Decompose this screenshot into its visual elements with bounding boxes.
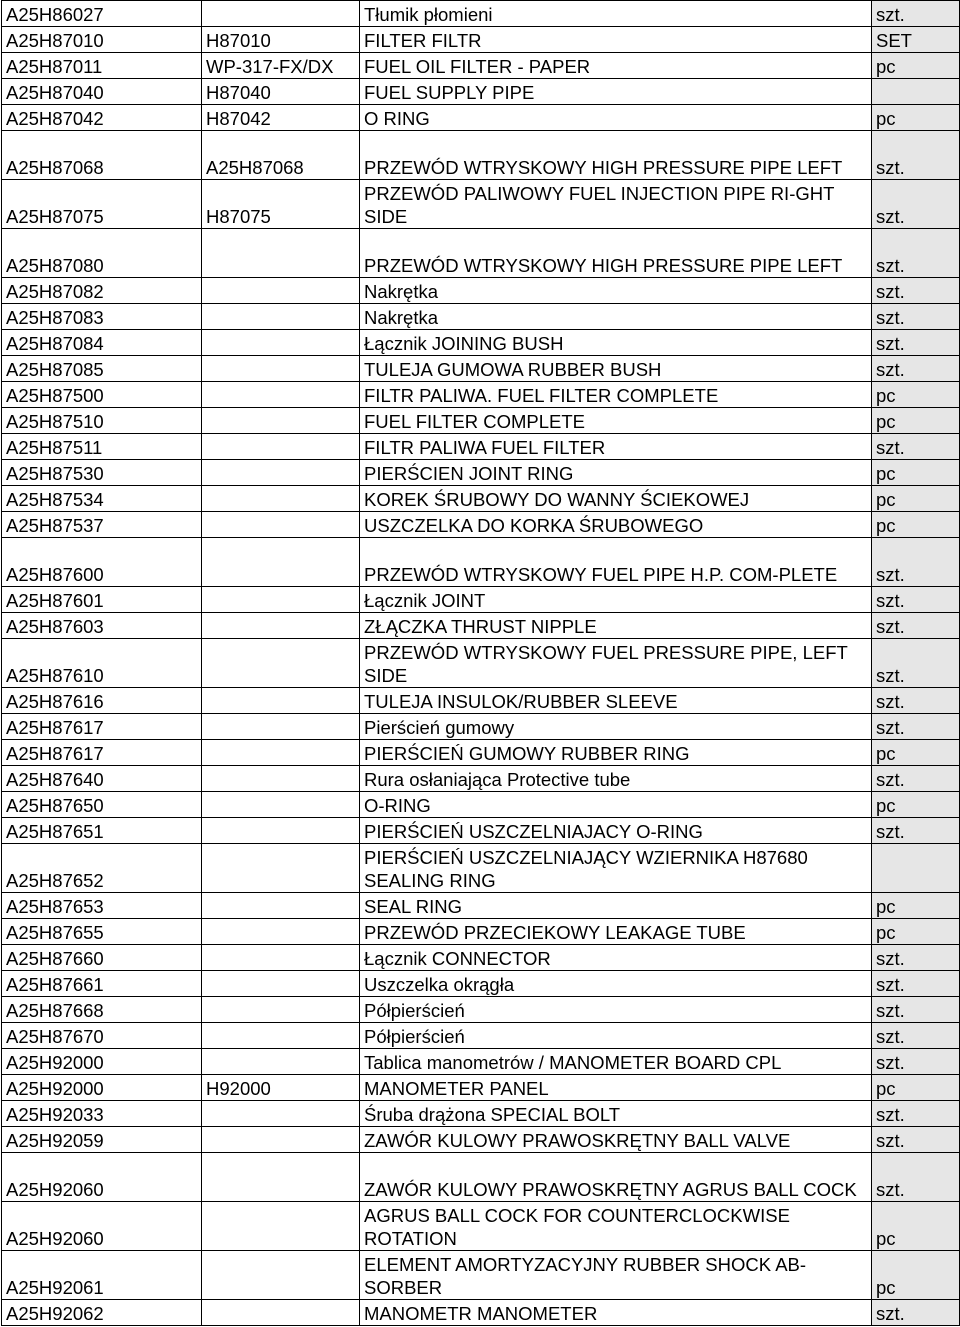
unit-cell: szt. bbox=[872, 714, 960, 740]
part-code-cell: A25H87500 bbox=[2, 382, 202, 408]
table-row bbox=[2, 486, 960, 512]
reference-cell bbox=[202, 639, 360, 688]
unit-cell: szt. bbox=[872, 1023, 960, 1049]
description-cell: ZŁĄCZKA THRUST NIPPLE bbox=[360, 613, 872, 639]
reference-cell bbox=[202, 714, 360, 740]
table-row bbox=[2, 1251, 960, 1300]
reference-cell bbox=[202, 356, 360, 382]
description-cell: MANOMETER PANEL bbox=[360, 1075, 872, 1101]
parts-list-sheet bbox=[1, 0, 959, 1326]
unit-cell: szt. bbox=[872, 330, 960, 356]
part-code-cell: A25H87011 bbox=[2, 53, 202, 79]
reference-cell bbox=[202, 304, 360, 330]
description-cell: PIERŚCIEŃ USZCZELNIAJĄCY WZIERNIKA H87680 SEALING RING bbox=[360, 844, 872, 893]
unit-cell: SET bbox=[872, 27, 960, 53]
unit-cell: szt. bbox=[872, 613, 960, 639]
table-row bbox=[2, 229, 960, 278]
reference-cell bbox=[202, 229, 360, 278]
table-row bbox=[2, 688, 960, 714]
reference-cell bbox=[202, 538, 360, 587]
unit-cell: szt. bbox=[872, 1127, 960, 1153]
table-row bbox=[2, 1075, 960, 1101]
table-row bbox=[2, 1153, 960, 1202]
part-code-cell: A25H87530 bbox=[2, 460, 202, 486]
part-code-cell: A25H87082 bbox=[2, 278, 202, 304]
table-row bbox=[2, 1202, 960, 1251]
unit-cell: pc bbox=[872, 460, 960, 486]
description-cell: Tablica manometrów / MANOMETER BOARD CPL bbox=[360, 1049, 872, 1075]
reference-cell bbox=[202, 382, 360, 408]
part-code-cell: A25H92060 bbox=[2, 1202, 202, 1251]
unit-cell bbox=[872, 844, 960, 893]
description-cell: MANOMETR MANOMETER bbox=[360, 1300, 872, 1326]
description-cell: PIERŚCIEŃ GUMOWY RUBBER RING bbox=[360, 740, 872, 766]
part-code-cell: A25H87668 bbox=[2, 997, 202, 1023]
description-cell: PIERŚCIEŃ USZCZELNIAJACY O-RING bbox=[360, 818, 872, 844]
part-code-cell: A25H87083 bbox=[2, 304, 202, 330]
description-cell: ZAWÓR KULOWY PRAWOSKRĘTNY AGRUS BALL COCK bbox=[360, 1153, 872, 1202]
description-cell: Rura osłaniająca Protective tube bbox=[360, 766, 872, 792]
description-cell: ELEMENT AMORTYZACYJNY RUBBER SHOCK AB-SORBER bbox=[360, 1251, 872, 1300]
description-cell: PRZEWÓD PALIWOWY FUEL INJECTION PIPE RI-GHT SIDE bbox=[360, 180, 872, 229]
part-code-cell: A25H87660 bbox=[2, 945, 202, 971]
part-code-cell: A25H87084 bbox=[2, 330, 202, 356]
table-row bbox=[2, 79, 960, 105]
description-cell: Łącznik JOINT bbox=[360, 587, 872, 613]
description-cell: PRZEWÓD PRZECIEKOWY LEAKAGE TUBE bbox=[360, 919, 872, 945]
reference-cell bbox=[202, 844, 360, 893]
description-cell: Łącznik JOINING BUSH bbox=[360, 330, 872, 356]
parts-table bbox=[1, 0, 960, 1326]
part-code-cell: A25H87640 bbox=[2, 766, 202, 792]
table-row bbox=[2, 131, 960, 180]
unit-cell: pc bbox=[872, 53, 960, 79]
part-code-cell: A25H87617 bbox=[2, 740, 202, 766]
description-cell: FUEL FILTER COMPLETE bbox=[360, 408, 872, 434]
reference-cell bbox=[202, 1300, 360, 1326]
reference-cell bbox=[202, 1202, 360, 1251]
description-cell: Nakrętka bbox=[360, 304, 872, 330]
unit-cell: szt. bbox=[872, 434, 960, 460]
reference-cell bbox=[202, 945, 360, 971]
table-row bbox=[2, 945, 960, 971]
reference-cell bbox=[202, 408, 360, 434]
description-cell: Pierścień gumowy bbox=[360, 714, 872, 740]
reference-cell bbox=[202, 1049, 360, 1075]
table-row bbox=[2, 330, 960, 356]
description-cell: FILTER FILTR bbox=[360, 27, 872, 53]
part-code-cell: A25H87510 bbox=[2, 408, 202, 434]
reference-cell bbox=[202, 613, 360, 639]
unit-cell: pc bbox=[872, 893, 960, 919]
table-row bbox=[2, 818, 960, 844]
unit-cell: pc bbox=[872, 512, 960, 538]
unit-cell: szt. bbox=[872, 1300, 960, 1326]
unit-cell: szt. bbox=[872, 587, 960, 613]
description-cell: O-RING bbox=[360, 792, 872, 818]
part-code-cell: A25H87653 bbox=[2, 893, 202, 919]
part-code-cell: A25H87601 bbox=[2, 587, 202, 613]
description-cell: USZCZELKA DO KORKA ŚRUBOWEGO bbox=[360, 512, 872, 538]
part-code-cell: A25H92060 bbox=[2, 1153, 202, 1202]
table-row bbox=[2, 740, 960, 766]
part-code-cell: A25H87085 bbox=[2, 356, 202, 382]
reference-cell bbox=[202, 330, 360, 356]
table-row bbox=[2, 613, 960, 639]
table-row bbox=[2, 587, 960, 613]
reference-cell bbox=[202, 434, 360, 460]
table-row bbox=[2, 382, 960, 408]
part-code-cell: A25H87610 bbox=[2, 639, 202, 688]
table-row bbox=[2, 512, 960, 538]
unit-cell: pc bbox=[872, 382, 960, 408]
table-row bbox=[2, 105, 960, 131]
reference-cell bbox=[202, 1153, 360, 1202]
unit-cell: szt. bbox=[872, 278, 960, 304]
table-row bbox=[2, 304, 960, 330]
description-cell: FILTR PALIWA. FUEL FILTER COMPLETE bbox=[360, 382, 872, 408]
reference-cell bbox=[202, 919, 360, 945]
part-code-cell: A25H92033 bbox=[2, 1101, 202, 1127]
description-cell: Tłumik płomieni bbox=[360, 1, 872, 27]
unit-cell: szt. bbox=[872, 1153, 960, 1202]
reference-cell: H87075 bbox=[202, 180, 360, 229]
unit-cell: szt. bbox=[872, 639, 960, 688]
reference-cell: A25H87068 bbox=[202, 131, 360, 180]
table-row bbox=[2, 1300, 960, 1326]
unit-cell: szt. bbox=[872, 945, 960, 971]
table-row bbox=[2, 919, 960, 945]
unit-cell: pc bbox=[872, 740, 960, 766]
description-cell: Nakrętka bbox=[360, 278, 872, 304]
reference-cell bbox=[202, 1251, 360, 1300]
description-cell: ZAWÓR KULOWY PRAWOSKRĘTNY BALL VALVE bbox=[360, 1127, 872, 1153]
reference-cell bbox=[202, 893, 360, 919]
unit-cell: pc bbox=[872, 1075, 960, 1101]
unit-cell: szt. bbox=[872, 538, 960, 587]
reference-cell bbox=[202, 740, 360, 766]
table-row bbox=[2, 538, 960, 587]
reference-cell bbox=[202, 818, 360, 844]
description-cell: KOREK ŚRUBOWY DO WANNY ŚCIEKOWEJ bbox=[360, 486, 872, 512]
part-code-cell: A25H86027 bbox=[2, 1, 202, 27]
unit-cell: szt. bbox=[872, 688, 960, 714]
table-row bbox=[2, 180, 960, 229]
part-code-cell: A25H87042 bbox=[2, 105, 202, 131]
part-code-cell: A25H87650 bbox=[2, 792, 202, 818]
description-cell: FUEL SUPPLY PIPE bbox=[360, 79, 872, 105]
table-row bbox=[2, 1101, 960, 1127]
unit-cell: szt. bbox=[872, 356, 960, 382]
description-cell: PIERŚCIEN JOINT RING bbox=[360, 460, 872, 486]
part-code-cell: A25H87617 bbox=[2, 714, 202, 740]
description-cell: PRZEWÓD WTRYSKOWY HIGH PRESSURE PIPE LEFT bbox=[360, 131, 872, 180]
unit-cell: pc bbox=[872, 105, 960, 131]
unit-cell: szt. bbox=[872, 180, 960, 229]
table-row bbox=[2, 766, 960, 792]
description-cell: Półpierścień bbox=[360, 997, 872, 1023]
unit-cell: pc bbox=[872, 1202, 960, 1251]
reference-cell bbox=[202, 278, 360, 304]
table-row bbox=[2, 639, 960, 688]
reference-cell bbox=[202, 1, 360, 27]
table-row bbox=[2, 997, 960, 1023]
part-code-cell: A25H87537 bbox=[2, 512, 202, 538]
reference-cell: WP-317-FX/DX bbox=[202, 53, 360, 79]
description-cell: TULEJA INSULOK/RUBBER SLEEVE bbox=[360, 688, 872, 714]
table-row bbox=[2, 1, 960, 27]
unit-cell: pc bbox=[872, 792, 960, 818]
part-code-cell: A25H87068 bbox=[2, 131, 202, 180]
table-row bbox=[2, 844, 960, 893]
unit-cell: pc bbox=[872, 1251, 960, 1300]
unit-cell: pc bbox=[872, 408, 960, 434]
reference-cell bbox=[202, 512, 360, 538]
parts-table-body bbox=[2, 1, 960, 1326]
table-row bbox=[2, 434, 960, 460]
unit-cell bbox=[872, 79, 960, 105]
table-row bbox=[2, 278, 960, 304]
table-row bbox=[2, 460, 960, 486]
table-row bbox=[2, 356, 960, 382]
part-code-cell: A25H92059 bbox=[2, 1127, 202, 1153]
table-row bbox=[2, 408, 960, 434]
part-code-cell: A25H92062 bbox=[2, 1300, 202, 1326]
table-row bbox=[2, 971, 960, 997]
reference-cell bbox=[202, 486, 360, 512]
unit-cell: szt. bbox=[872, 766, 960, 792]
part-code-cell: A25H87534 bbox=[2, 486, 202, 512]
part-code-cell: A25H87010 bbox=[2, 27, 202, 53]
table-row bbox=[2, 1049, 960, 1075]
description-cell: PRZEWÓD WTRYSKOWY FUEL PRESSURE PIPE, LEFT SIDE bbox=[360, 639, 872, 688]
description-cell: Łącznik CONNECTOR bbox=[360, 945, 872, 971]
part-code-cell: A25H87075 bbox=[2, 180, 202, 229]
table-row bbox=[2, 792, 960, 818]
description-cell: O RING bbox=[360, 105, 872, 131]
description-cell: PRZEWÓD WTRYSKOWY HIGH PRESSURE PIPE LEFT bbox=[360, 229, 872, 278]
table-row bbox=[2, 27, 960, 53]
unit-cell: pc bbox=[872, 486, 960, 512]
unit-cell: pc bbox=[872, 919, 960, 945]
part-code-cell: A25H87616 bbox=[2, 688, 202, 714]
reference-cell: H92000 bbox=[202, 1075, 360, 1101]
part-code-cell: A25H92000 bbox=[2, 1075, 202, 1101]
description-cell: Półpierścień bbox=[360, 1023, 872, 1049]
description-cell: SEAL RING bbox=[360, 893, 872, 919]
part-code-cell: A25H87661 bbox=[2, 971, 202, 997]
table-row bbox=[2, 893, 960, 919]
reference-cell bbox=[202, 688, 360, 714]
part-code-cell: A25H92000 bbox=[2, 1049, 202, 1075]
part-code-cell: A25H87040 bbox=[2, 79, 202, 105]
unit-cell: szt. bbox=[872, 971, 960, 997]
part-code-cell: A25H87651 bbox=[2, 818, 202, 844]
description-cell: PRZEWÓD WTRYSKOWY FUEL PIPE H.P. COM-PLETE bbox=[360, 538, 872, 587]
unit-cell: szt. bbox=[872, 131, 960, 180]
description-cell: Śruba drążona SPECIAL BOLT bbox=[360, 1101, 872, 1127]
reference-cell bbox=[202, 587, 360, 613]
reference-cell bbox=[202, 997, 360, 1023]
unit-cell: szt. bbox=[872, 1101, 960, 1127]
reference-cell bbox=[202, 1101, 360, 1127]
description-cell: TULEJA GUMOWA RUBBER BUSH bbox=[360, 356, 872, 382]
description-cell: Uszczelka okrągła bbox=[360, 971, 872, 997]
part-code-cell: A25H87511 bbox=[2, 434, 202, 460]
table-row bbox=[2, 53, 960, 79]
unit-cell: szt. bbox=[872, 818, 960, 844]
reference-cell: H87010 bbox=[202, 27, 360, 53]
part-code-cell: A25H87603 bbox=[2, 613, 202, 639]
reference-cell bbox=[202, 971, 360, 997]
reference-cell bbox=[202, 792, 360, 818]
part-code-cell: A25H87652 bbox=[2, 844, 202, 893]
reference-cell bbox=[202, 1127, 360, 1153]
description-cell: FILTR PALIWA FUEL FILTER bbox=[360, 434, 872, 460]
part-code-cell: A25H87655 bbox=[2, 919, 202, 945]
reference-cell bbox=[202, 1023, 360, 1049]
reference-cell: H87040 bbox=[202, 79, 360, 105]
table-row bbox=[2, 1127, 960, 1153]
reference-cell bbox=[202, 766, 360, 792]
unit-cell: szt. bbox=[872, 304, 960, 330]
part-code-cell: A25H87080 bbox=[2, 229, 202, 278]
reference-cell: H87042 bbox=[202, 105, 360, 131]
unit-cell: szt. bbox=[872, 997, 960, 1023]
description-cell: FUEL OIL FILTER - PAPER bbox=[360, 53, 872, 79]
part-code-cell: A25H87670 bbox=[2, 1023, 202, 1049]
unit-cell: szt. bbox=[872, 1, 960, 27]
table-row bbox=[2, 1023, 960, 1049]
part-code-cell: A25H87600 bbox=[2, 538, 202, 587]
description-cell: AGRUS BALL COCK FOR COUNTERCLOCKWISE ROTATION bbox=[360, 1202, 872, 1251]
table-row bbox=[2, 714, 960, 740]
part-code-cell: A25H92061 bbox=[2, 1251, 202, 1300]
unit-cell: szt. bbox=[872, 229, 960, 278]
reference-cell bbox=[202, 460, 360, 486]
unit-cell: szt. bbox=[872, 1049, 960, 1075]
